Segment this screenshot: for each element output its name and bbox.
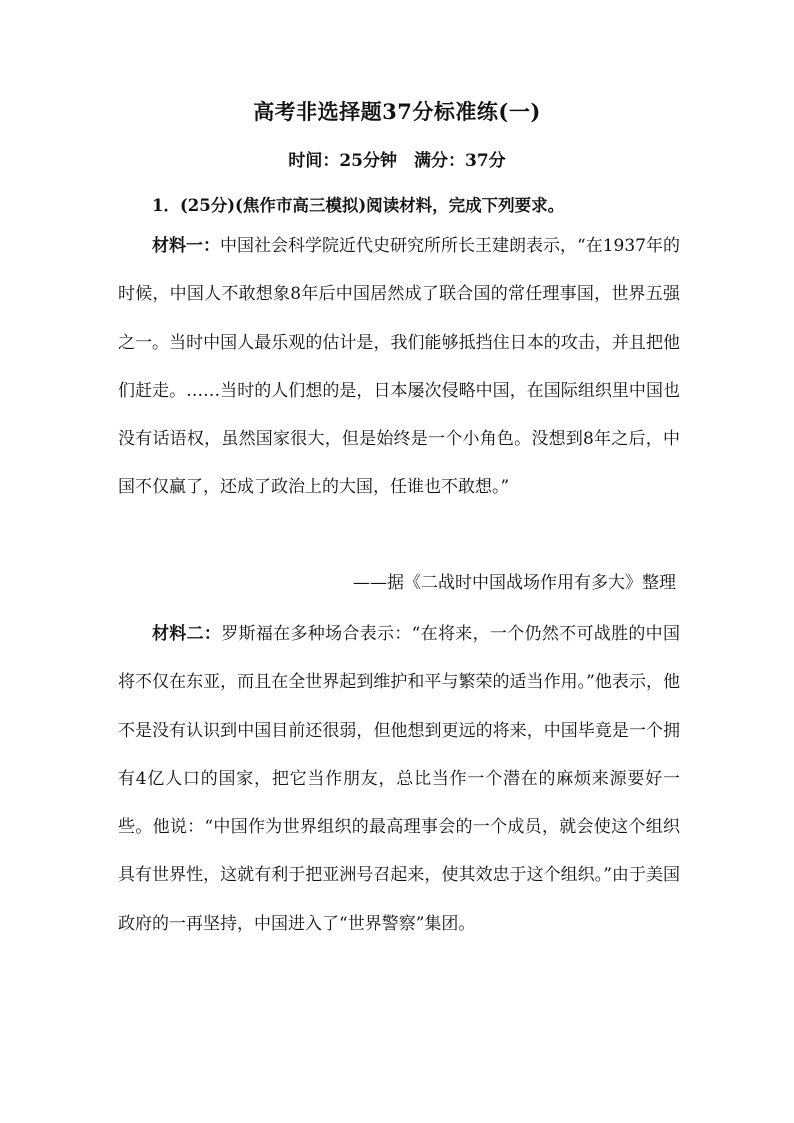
material-one-label: 材料一： <box>152 236 221 256</box>
material-two-label: 材料二： <box>152 624 222 644</box>
page-title: 高考非选择题37分标准练(一) <box>253 99 541 124</box>
question-prompt: 1．(25分)(焦作市高三模拟)阅读材料，完成下列要求。 <box>152 196 565 215</box>
material-two-paragraph <box>118 610 680 948</box>
material-two-text: 罗斯福在多种场合表示：“在将来，一个仍然不可战胜的中国将不仅在东亚，而且在全世界起到维护和平与繁荣的适当作用。”他表示，他不是没有认识到中国目前还很弱，但他想到更远的将来，中国毕竟是一个拥有4亿人口的国家，把它当作朋友，总比当作一个潜在的麻烦来源要好一些。他说：“中国作为世界组织的最高理事会的一个成员，就会使这个组织具有世界性，这就有利于把亚洲号召起来，使其效忠于这个组织。”由于美国政府的一再坚持，中国进入了“世界警察”集团。 <box>118 624 680 934</box>
material-one-source: ——据《二战时中国战场作用有多大》整理 <box>353 573 676 593</box>
time-and-score: 时间：25分钟 满分：37分 <box>288 151 506 171</box>
material-one-text: 中国社会科学院近代史研究所所长王建朗表示，“在1937年的时候，中国人不敢想象8年后中国居然成了联合国的常任理事国，世界五强之一。当时中国人最乐观的估计是，我们能够抵挡住日本的攻击，并且把他们赶走。……当时的人们想的是，日本屡次侵略中国，在国际组织里中国也没有话语权，虽然国家很大，但是始终是一个小角色。没想到8年之后，中国不仅赢了，还成了政治上的大国，任谁也不敢想。” <box>118 236 680 498</box>
material-one-paragraph <box>118 222 680 512</box>
